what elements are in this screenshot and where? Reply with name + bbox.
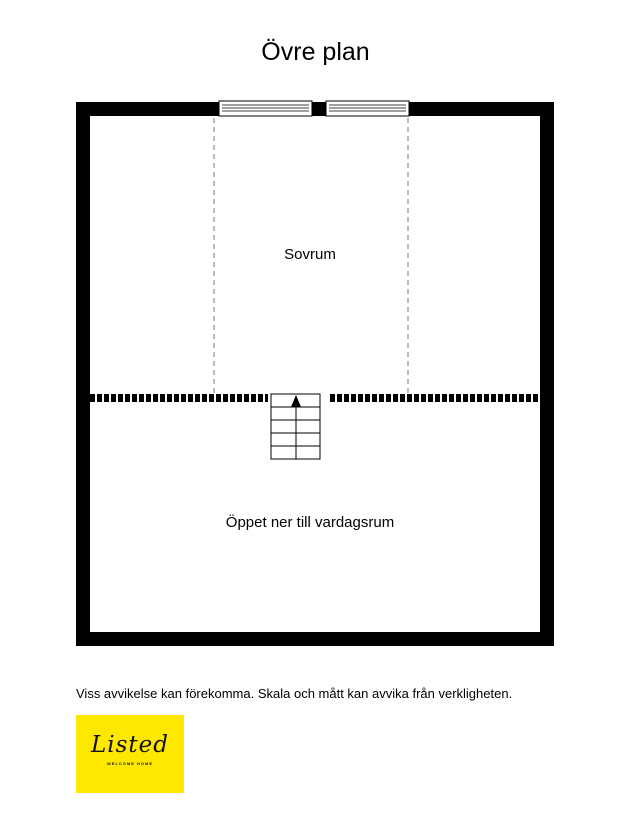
wall-right — [540, 102, 554, 646]
room-label-open-below: Öppet ner till vardagsrum — [225, 514, 395, 531]
outer-walls — [76, 102, 554, 646]
wall-top — [76, 102, 554, 116]
logo-wordmark: Listed — [90, 732, 169, 758]
wall-left — [76, 102, 90, 646]
wall-bottom — [76, 632, 554, 646]
logo-tagline: WELCOME HOME — [107, 761, 153, 766]
roof-window-left — [219, 101, 312, 116]
page-title: Övre plan — [261, 38, 370, 66]
staircase — [271, 394, 320, 459]
room-label-bedroom: Sovrum — [284, 246, 336, 263]
disclaimer-text: Viss avvikelse kan förekomma. Skala och mått kan avvika från verkligheten. — [76, 686, 513, 701]
roof-window-right — [326, 101, 409, 116]
brand-logo — [76, 715, 184, 793]
